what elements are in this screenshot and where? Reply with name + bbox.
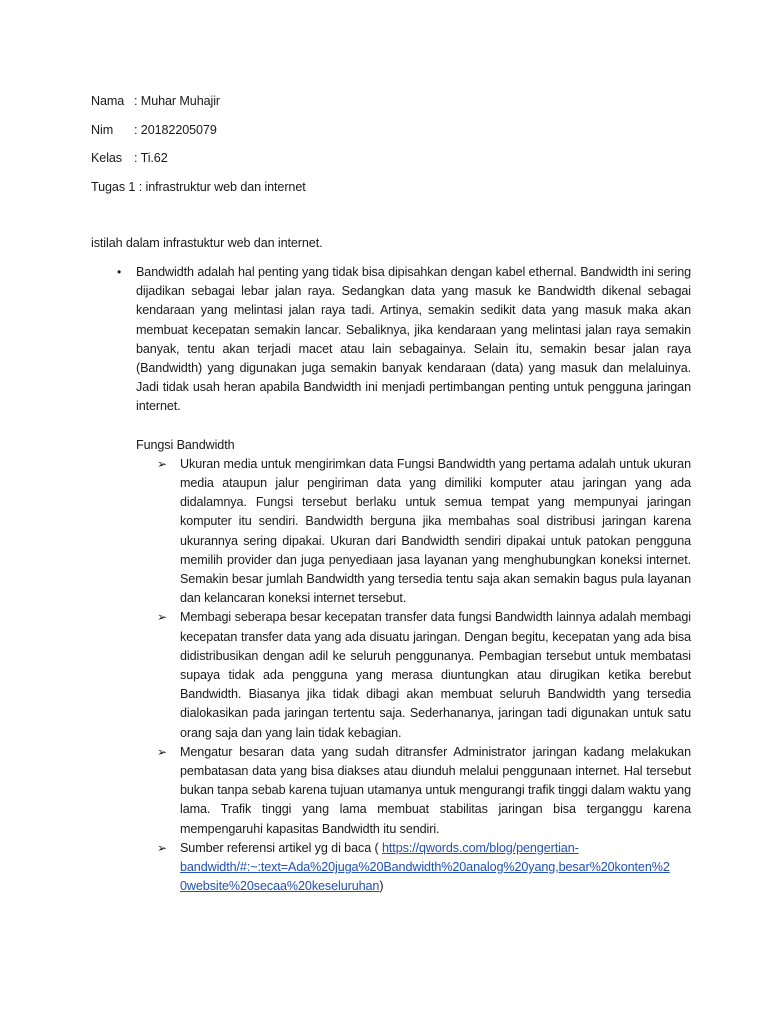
reference-prefix: Sumber referensi artikel yg di baca ( <box>180 840 382 855</box>
reference-link-part3: 0website%20secaa%20keseluruhan <box>180 879 380 894</box>
reference-suffix: ) <box>379 879 384 894</box>
header-row-nama <box>91 92 691 111</box>
arrow-bullet-icon: ➢ <box>157 744 167 759</box>
list-item-text: Mengatur besaran data yang sudah ditransfer Administrator jaringan kadang melakukan pembatasan data yang bisa diakses atau diunduh melalui penggunaan internet. Hal tersebut bukan tanpa sebab karena tujuan utamanya untuk mengurangi trafik tinggi dalam waktu yang lama. Trafik tinggi yang lama membuat stabilitas jaringan bisa terganggu karena mempengaruhi kapasitas Bandwidth itu sendiri. <box>180 744 691 836</box>
list-item <box>157 743 691 839</box>
bullet-icon: • <box>116 264 122 279</box>
reference-link-part1: https://qwords.com/blog/pengertian- <box>382 840 579 855</box>
header-value-nim: : 20182205079 <box>134 122 217 137</box>
reference-link-part2: bandwidth/#:~:text=Ada%20juga%20Bandwidth%20analog%20yang,besar%20konten%2 <box>180 860 670 875</box>
assignment-title: Tugas 1 : infrastruktur web dan internet <box>91 180 306 195</box>
header-key-nim: Nim <box>91 122 114 137</box>
bandwidth-paragraph: Bandwidth adalah hal penting yang tidak bisa dipisahkan dengan kabel ethernal. Bandwidth ini sering dijadikan sebagai lebar jalan raya. Sedangkan data yang masuk ke Bandwidth dikenal sebagai kendaraan yang melintasi jalan raya tadi. Artinya, semakin sedikit data yang masuk maka akan membuat kecepatan semakin lancar. Sebaliknya, jika kendaraan yang melintasi jalan raya semakin banyak, tentu akan terjadi macet atau lain sebagainya. Selain itu, semakin besar jalan raya (Bandwidth) yang digunakan juga semakin banyak kendaraan (data) yang masuk dan melaluinya. Jadi tidak usah heran apabila Bandwidth ini menjadi pertimbangan penting untuk pengguna jaringan internet. <box>136 264 691 414</box>
header-value-kelas: : Ti.62 <box>134 151 168 166</box>
header-key-nama: Nama <box>91 94 125 108</box>
reference-item <box>157 839 691 897</box>
document-body <box>91 92 691 896</box>
header-value-nama: : Muhar Muhajir <box>134 94 220 108</box>
fungsi-list <box>91 455 691 897</box>
header-row-nim <box>91 121 691 140</box>
header-row-kelas <box>91 149 691 168</box>
list-item-text: Ukuran media untuk mengirimkan data Fungsi Bandwidth yang pertama adalah untuk ukuran media ataupun jalur pengiriman data yang dimiliki komputer atau jaringan yang ada didalamnya. Fungsi tersebut berlaku untuk semua tempat yang mempunyai jaringan komputer itu sendiri. Bandwidth berguna jika membahas soal distribusi jaringan karena ukurannya sering dipakai. Ukuran dari Bandwidth sendiri dipakai untuk patokan pengguna memilih provider dan juga penyediaan jasa layanan yang menghubungkan koneksi internet. Semakin besar jumlah Bandwidth yang tersedia tentu saja akan semakin bagus pula layanan dan kelancaran koneksi internet tersebut. <box>180 456 691 606</box>
list-item <box>157 455 691 609</box>
arrow-bullet-icon: ➢ <box>157 840 167 855</box>
list-item <box>157 608 691 742</box>
arrow-bullet-icon: ➢ <box>157 456 167 471</box>
list-item-text: Membagi seberapa besar kecepatan transfer data fungsi Bandwidth lainnya adalah membagi kecepatan transfer data yang ada disuatu jaringan. Dengan begitu, kecepatan yang ada bisa didistribusikan dengan adil ke seluruh penggunanya. Pembagian tersebut untuk membatasi supaya tidak ada pengguna yang merasa diuntungkan atau dirugikan ketika berebut Bandwidth. Biasanya jika tidak dibagi akan membuat seluruh Bandwidth yang tersedia dialokasikan pada jaringan tertentu saja. Sederhananya, jaringan tadi digunakan untuk satu orang saja dan yang lain tidak kebagian. <box>180 610 691 740</box>
fungsi-bandwidth-heading: Fungsi Bandwidth <box>136 437 235 452</box>
header-key-kelas: Kelas <box>91 151 123 166</box>
intro-line: istilah dalam infrastuktur web dan internet. <box>91 236 323 251</box>
arrow-bullet-icon: ➢ <box>157 610 167 625</box>
bandwidth-bullet <box>91 263 691 417</box>
